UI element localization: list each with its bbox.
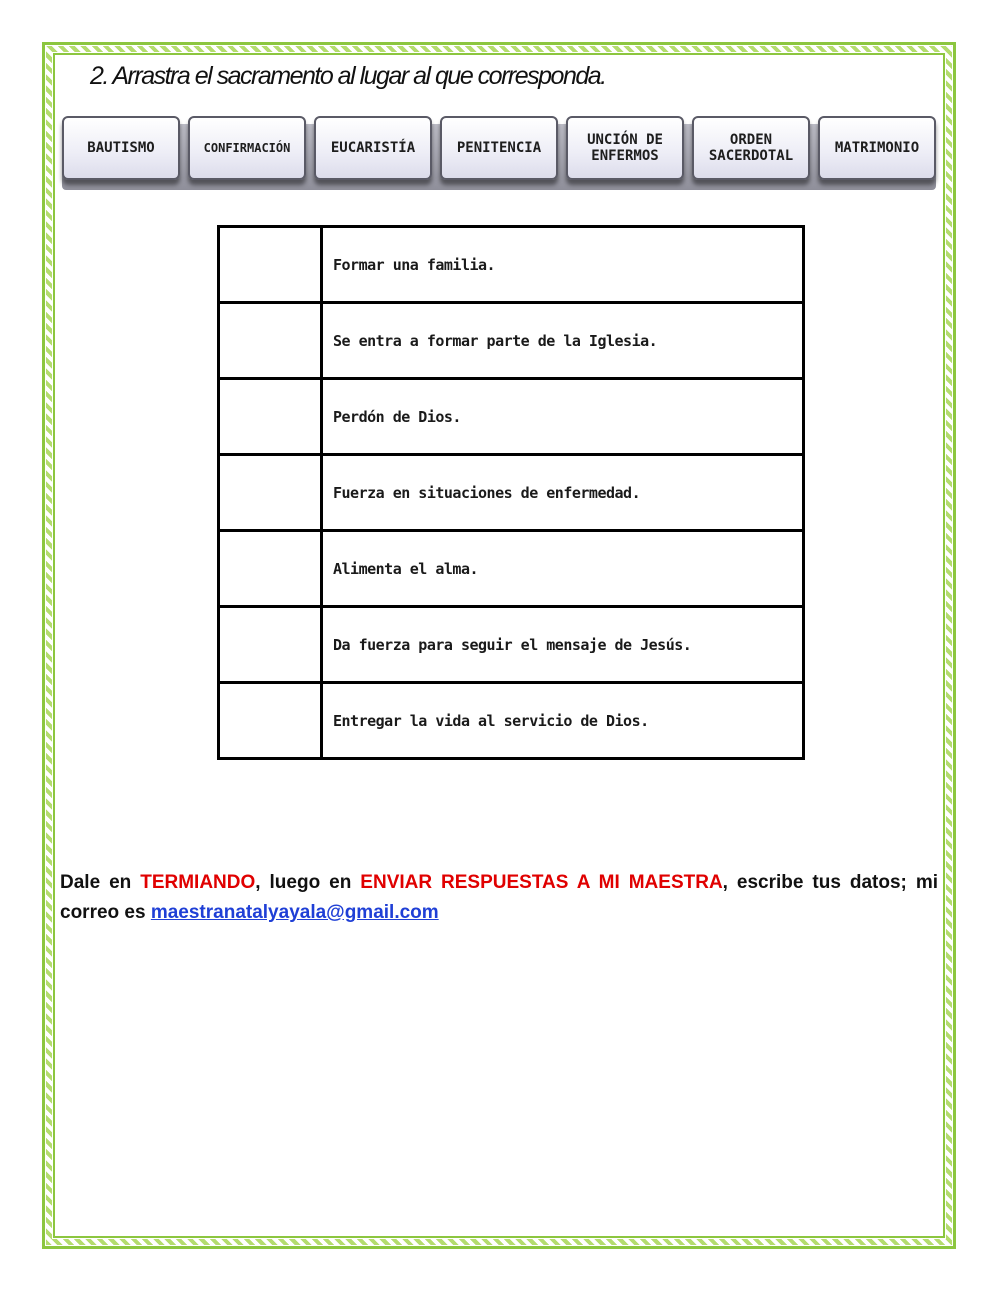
submission-instructions [60,868,938,928]
description-cell: Alimenta el alma. [322,531,804,607]
footer-text-part: Dale en [60,872,141,893]
sacrament-tile-bank [62,116,936,186]
table-row [219,683,804,759]
description-cell: Da fuerza para seguir el mensaje de Jesús. [322,607,804,683]
table-row [219,607,804,683]
drop-zone[interactable] [219,227,322,303]
enviar-respuestas-highlight: ENVIAR RESPUESTAS A MI MAESTRA [360,872,723,893]
description-cell: Entregar la vida al servicio de Dios. [322,683,804,759]
description-cell: Se entra a formar parte de la Iglesia. [322,303,804,379]
drop-zone[interactable] [219,379,322,455]
terminando-highlight: TERMIANDO [140,872,256,893]
table-row [219,379,804,455]
tile-matrimonio[interactable]: MATRIMONIO [818,116,936,180]
table-row [219,455,804,531]
tile-orden-sacerdotal[interactable]: ORDEN SACERDOTAL [692,116,810,180]
footer-text-part: , luego en [255,872,361,893]
drop-zone[interactable] [219,607,322,683]
drop-zone[interactable] [219,455,322,531]
table-row [219,227,804,303]
drop-zone[interactable] [219,531,322,607]
table-row [219,303,804,379]
footer-text-part: , escribe tus datos; mi correo es [60,872,938,923]
tile-confirmacion[interactable]: CONFIRMACIÓN [188,116,306,180]
tile-uncion-de-enfermos[interactable]: UNCIÓN DE ENFERMOS [566,116,684,180]
description-cell: Perdón de Dios. [322,379,804,455]
drop-zone[interactable] [219,683,322,759]
description-cell: Formar una familia. [322,227,804,303]
matching-table [217,225,805,760]
tile-eucaristia[interactable]: EUCARISTÍA [314,116,432,180]
instruction-heading: 2. Arrastra el sacramento al lugar al que corresponda. [90,62,606,90]
description-cell: Fuerza en situaciones de enfermedad. [322,455,804,531]
table-row [219,531,804,607]
tile-bautismo[interactable]: BAUTISMO [62,116,180,180]
teacher-email-link[interactable]: maestranatalyayala@gmail.com [150,902,439,923]
drop-zone[interactable] [219,303,322,379]
tile-penitencia[interactable]: PENITENCIA [440,116,558,180]
